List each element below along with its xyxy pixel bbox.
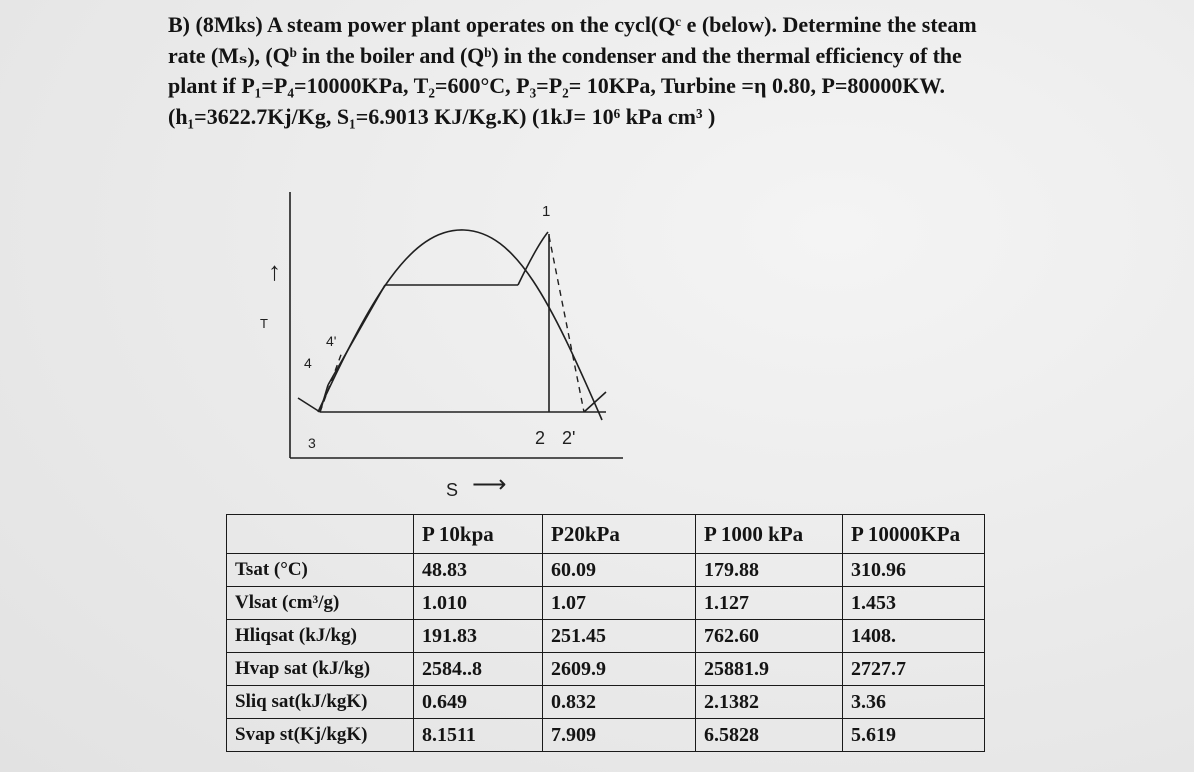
- property-table: [226, 514, 985, 752]
- table-cell: 48.83: [414, 554, 543, 587]
- liquid-line: [298, 398, 320, 412]
- actual-expansion-line: [549, 236, 584, 412]
- table-row: [227, 686, 985, 719]
- table-cell: 5.619: [843, 719, 985, 752]
- superheat-line: [518, 232, 548, 285]
- table-cell: 0.649: [414, 686, 543, 719]
- table-cell: 0.832: [543, 686, 696, 719]
- table-cell: 1.07: [543, 587, 696, 620]
- table-cell: 2727.7: [843, 653, 985, 686]
- row-label: Tsat (°C): [227, 554, 414, 587]
- table-cell: 251.45: [543, 620, 696, 653]
- table-row: [227, 620, 985, 653]
- table-header-cell: [227, 515, 414, 554]
- table-cell: 310.96: [843, 554, 985, 587]
- row-label: Sliq sat(kJ/kgK): [227, 686, 414, 719]
- table-header-cell: P 10000KPa: [843, 515, 985, 554]
- problem-line-2: rate (Mₛ), (Qᵇ in the boiler and (Qᵇ) in the condenser and the thermal efficiency of the: [168, 42, 962, 68]
- table-cell: 2.1382: [696, 686, 843, 719]
- row-label: Hliqsat (kJ/kg): [227, 620, 414, 653]
- table-header-cell: P20kPa: [543, 515, 696, 554]
- point-1-label: 1: [542, 203, 551, 220]
- row-label: Svap st(Kj/kgK): [227, 719, 414, 752]
- table-row: [227, 554, 985, 587]
- table-cell: 191.83: [414, 620, 543, 653]
- table-cell: 7.909: [543, 719, 696, 752]
- x-axis-arrow: ⟶: [472, 471, 507, 498]
- table-cell: 6.5828: [696, 719, 843, 752]
- x-axis-label: S: [446, 480, 459, 500]
- y-axis-arrow: ↑: [268, 256, 281, 286]
- table-cell: 1408.: [843, 620, 985, 653]
- problem-line-1: B) (8Mks) A steam power plant operates on the cycl(Qᶜ e (below). Determine the steam: [168, 12, 977, 37]
- ts-diagram: [250, 180, 650, 500]
- table-row: [227, 587, 985, 620]
- row-label: Hvap sat (kJ/kg): [227, 653, 414, 686]
- table-row: [227, 653, 985, 686]
- point-2-label: 2: [535, 428, 546, 448]
- vapor-tail-line: [584, 392, 606, 412]
- table-row: [227, 719, 985, 752]
- table-header-row: [227, 515, 985, 554]
- problem-statement: [168, 10, 998, 132]
- table-cell: 25881.9: [696, 653, 843, 686]
- table-cell: 3.36: [843, 686, 985, 719]
- point-4-label: 4: [304, 355, 312, 371]
- table-cell: 60.09: [543, 554, 696, 587]
- point-2prime-label: 2': [562, 428, 576, 448]
- problem-line-4: (h₁=3622.7Kj/Kg, S₁=6.9013 KJ/Kg.K) (1kJ= 10⁶ kPa cm³ ): [168, 103, 716, 129]
- table-cell: 2584..8: [414, 653, 543, 686]
- table-header-cell: P 1000 kPa: [696, 515, 843, 554]
- problem-line-3: plant if P₁=P₄=10000KPa, T₂=600°C, P₃=P₂= 10KPa, Turbine =η 0.80, P=80000KW.: [168, 73, 946, 98]
- table-cell: 1.453: [843, 587, 985, 620]
- table-header-cell: P 10kpa: [414, 515, 543, 554]
- point-3-label: 3: [308, 435, 316, 451]
- table-cell: 1.127: [696, 587, 843, 620]
- row-label: Vlsat (cm³/g): [227, 587, 414, 620]
- table-cell: 762.60: [696, 620, 843, 653]
- saturation-dome: [318, 230, 602, 420]
- table-cell: 8.1511: [414, 719, 543, 752]
- point-4prime-label: 4': [326, 333, 337, 349]
- table-cell: 1.010: [414, 587, 543, 620]
- y-axis-label: T: [260, 316, 268, 331]
- heating-line: [328, 285, 385, 385]
- table-cell: 179.88: [696, 554, 843, 587]
- table-cell: 2609.9: [543, 653, 696, 686]
